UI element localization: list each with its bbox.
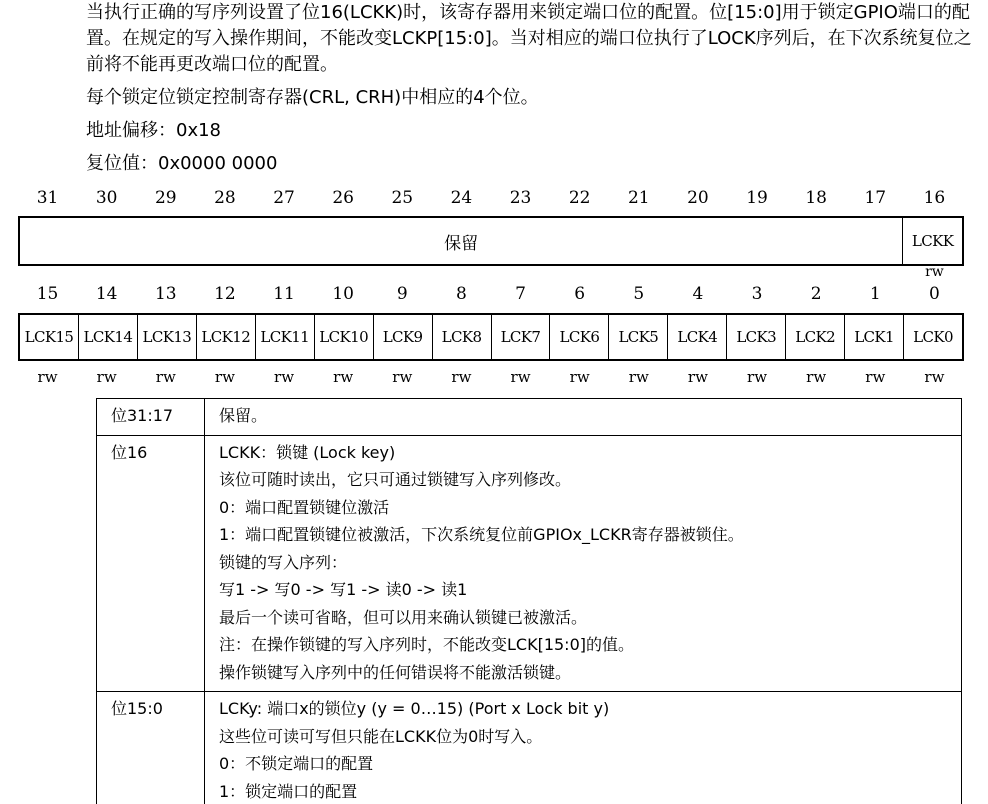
upper-bit-numbers xyxy=(18,188,964,208)
lck-field: LCK6 xyxy=(550,315,609,359)
lower-access-row xyxy=(18,368,964,386)
lck-field: LCK10 xyxy=(315,315,374,359)
lck-field: LCK9 xyxy=(374,315,433,359)
bit-description-line: 写1 -> 写0 -> 写1 -> 读0 -> 读1 xyxy=(219,580,468,599)
lck-field: LCK13 xyxy=(138,315,197,359)
lckk-field: LCKK xyxy=(911,232,954,250)
reset-value: 复位值：0x0000 0000 xyxy=(86,153,278,174)
upper-register-row xyxy=(18,216,964,266)
bit-description-line: 最后一个读可省略，但可以用来确认锁键已被激活。 xyxy=(219,607,588,627)
bit-description-line: LCKy: 端口x的锁位y (y = 0…15) (Port x Lock bit y) xyxy=(219,699,610,718)
bit-number: 9 xyxy=(396,284,408,304)
lower-bit-numbers xyxy=(18,284,964,304)
bit-number: 30 xyxy=(95,188,118,208)
bit-number: 28 xyxy=(214,188,236,208)
bit-description-line: 保留。 xyxy=(219,406,268,425)
lck-field: LCK8 xyxy=(433,315,492,359)
bit-number: 29 xyxy=(154,188,177,208)
bit-number: 31 xyxy=(36,188,59,208)
intro-paragraph: 当执行正确的写序列设置了位16(LCKK)时，该寄存器用来锁定端口位的配置。位[15:0]用于锁定GPIO端口的配置。在规定的写入操作期间，不能改变LCKP[15:0]。当对相应的端口位执行了LOCK序列后，在下次系统复位之前将不能再更改端口位的配置。 xyxy=(86,2,972,75)
bit-range: 位31:17 xyxy=(111,406,174,425)
bit-number: 1 xyxy=(869,284,881,304)
table-row xyxy=(97,399,962,436)
lck-field: LCK3 xyxy=(727,315,786,359)
access-type: rw xyxy=(924,368,945,386)
bit-description-line: 操作锁键写入序列中的任何错误将不能激活锁键。 xyxy=(219,662,572,682)
access-type: rw xyxy=(747,368,768,386)
reserved-field: 保留 xyxy=(20,218,903,264)
bit-number: 10 xyxy=(332,284,354,304)
bit-number: 16 xyxy=(923,188,946,208)
lck-field: LCK11 xyxy=(256,315,315,359)
access-type: rw xyxy=(37,368,58,386)
bit-number: 5 xyxy=(633,284,645,304)
access-type: rw xyxy=(392,368,413,386)
lower-register-row xyxy=(18,313,964,361)
bit-description-table xyxy=(96,398,962,804)
bit-description-line: 1：锁定端口的配置 xyxy=(219,781,358,801)
bit-number: 20 xyxy=(687,188,709,208)
bit-description-line: 0：端口配置锁键位激活 xyxy=(219,497,390,517)
bit-number: 19 xyxy=(746,188,768,208)
bit-number: 14 xyxy=(95,284,118,304)
bit-number: 17 xyxy=(864,188,887,208)
access-type: rw xyxy=(510,368,531,386)
lckk-access-row xyxy=(18,264,964,280)
bit-number: 0 xyxy=(929,284,940,304)
lck-field: LCK14 xyxy=(79,315,138,359)
bit-number: 15 xyxy=(36,284,59,304)
bit-description-line: 锁键的写入序列： xyxy=(219,552,348,572)
bit-number: 18 xyxy=(805,188,827,208)
table-row xyxy=(97,435,962,692)
lck-field: LCK15 xyxy=(20,315,79,359)
access-type: rw xyxy=(569,368,590,386)
bit-number: 11 xyxy=(273,284,295,304)
lck-field: LCK7 xyxy=(492,315,551,359)
bit-description-line: 1：端口配置锁键位被激活，下次系统复位前GPIOx_LCKR寄存器被锁住。 xyxy=(219,525,744,544)
bit-number: 26 xyxy=(332,188,354,208)
access-type: rw xyxy=(628,368,649,386)
lck-field: LCK0 xyxy=(913,328,953,346)
bit-number: 27 xyxy=(273,188,295,208)
access-type: rw xyxy=(155,368,176,386)
bit-number: 25 xyxy=(391,188,414,208)
bit-number: 22 xyxy=(568,188,591,208)
access-type: rw xyxy=(806,368,827,386)
lck-field: LCK1 xyxy=(845,315,904,359)
lck-field: LCK12 xyxy=(197,315,256,359)
lck-field: LCK5 xyxy=(609,315,668,359)
bit-description-line: 这些位可读可写但只能在LCKK位为0时写入。 xyxy=(219,726,543,746)
bit-number: 2 xyxy=(810,284,822,304)
bit-number: 8 xyxy=(456,284,467,304)
bit-number: 3 xyxy=(751,284,763,304)
lck-field: LCK2 xyxy=(786,315,845,359)
bit-description-line: 0：不锁定端口的配置 xyxy=(219,754,374,773)
bit-number: 24 xyxy=(450,188,473,208)
bit-range: 位16 xyxy=(111,442,148,462)
bit-description-line: 注：在操作锁键的写入序列时，不能改变LCK[15:0]的值。 xyxy=(219,635,634,654)
bit-number: 12 xyxy=(214,284,236,304)
access-type: rw xyxy=(451,368,472,386)
intro-text xyxy=(86,0,976,177)
access-type: rw xyxy=(865,368,886,386)
intro-note: 每个锁定位锁定控制寄存器(CRL, CRH)中相应的4个位。 xyxy=(86,87,539,108)
access-type: rw xyxy=(687,368,708,386)
bit-description-line: LCKK：锁键 (Lock key) xyxy=(219,442,396,462)
access-type: rw xyxy=(333,368,354,386)
bit-number: 7 xyxy=(515,284,526,304)
bit-number: 21 xyxy=(627,188,650,208)
access-type: rw xyxy=(274,368,295,386)
lck-field: LCK4 xyxy=(668,315,727,359)
bit-number: 13 xyxy=(154,284,177,304)
table-row xyxy=(97,692,962,804)
bit-number: 4 xyxy=(692,284,704,304)
bit-range: 位15:0 xyxy=(111,699,163,718)
access-type: rw xyxy=(214,368,235,386)
bit-description-line: 该位可随时读出，它只可通过锁键写入序列修改。 xyxy=(219,470,572,489)
address-offset: 地址偏移：0x18 xyxy=(86,120,222,141)
access-type: rw xyxy=(925,264,944,280)
access-type: rw xyxy=(96,368,117,386)
bit-number: 6 xyxy=(574,284,586,304)
bit-number: 23 xyxy=(509,188,532,208)
